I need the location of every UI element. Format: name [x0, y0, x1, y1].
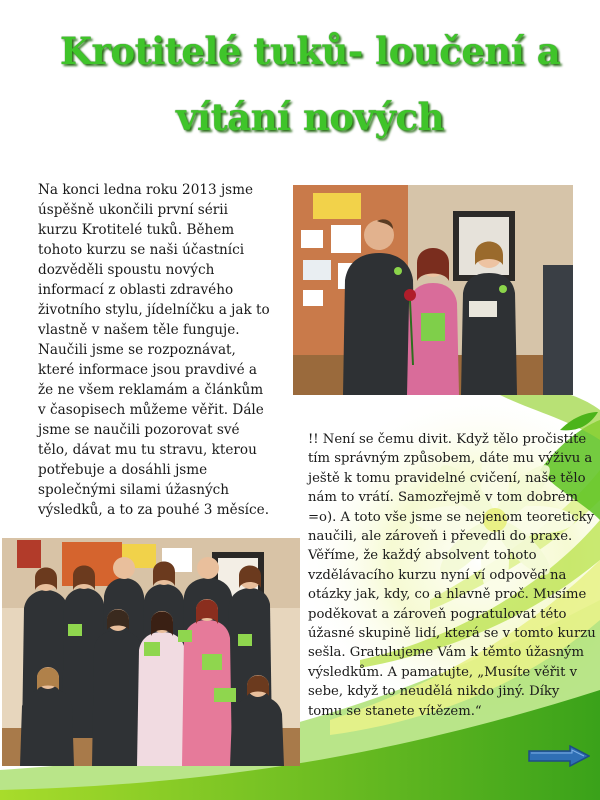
photo-group	[2, 538, 300, 766]
title-line-1: Krotitelé tuků- loučení a	[59, 29, 561, 73]
next-slide-button[interactable]	[528, 745, 590, 767]
page-title	[40, 18, 580, 150]
article-text-right: !! Není se čemu divit. Když tělo pročistíte tím správným způsobem, dáte mu výživu a ještě k tomu pravidelné cvičení, naše tělo nám to vrátí. Samozřejmě v tom dobrém =o). A toto vše jsme se nejenom teoreticky naučili, ale zároveň i převedli do praxe. Věříme, že každý absolvent tohoto vzdělávacího kurzu nyní ví odpověď na otázky jak, kdy, co a hlavně proč. Musíme poděkovat a zároveň pogratulovat této úžasné skupině lidí, která se v tomto kurzu sešla. Gratulujeme Vám k těmto úžasným výsledkům. A pamatujte, „Musíte věřit v sebe, když to neudělá nikdo jiný. Díky tomu se stanete vítězem.“	[308, 432, 596, 719]
title-line-2: vítání nových	[176, 95, 444, 139]
photo-three-people	[293, 185, 573, 395]
article-text-left: Na konci ledna roku 2013 jsme úspěšně ukončili první sérii kurzu Krotitelé tuků. Během tohoto kurzu se naši účastníci dozvěděli spoustu nových informací z oblasti zdravého životního stylu, jídelníčku a jak to vlastně v našem těle funguje. Naučili jsme se rozpoznávat, které informace jsou pravdivé a že ne všem reklamám a článkům v časopisech můžeme věřit. Dále jsme se naučili pozorovat své tělo, dávat mu tu stravu, kterou potřebuje a dosáhli jsme společnými silami úžasných výsledků, a to za pouhé 3 měsíce.	[38, 182, 270, 518]
arrow-right-icon	[528, 745, 590, 767]
